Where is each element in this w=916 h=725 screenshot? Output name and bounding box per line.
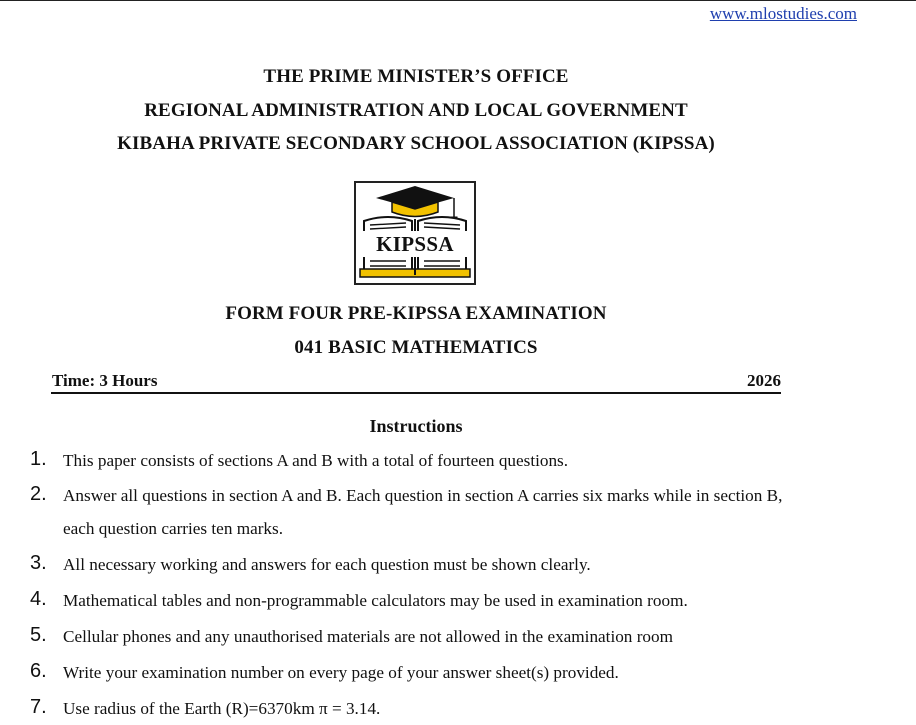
year-label: 2026 [747, 371, 781, 390]
exam-subject: 041 BASIC MATHEMATICS [294, 337, 538, 358]
time-row [51, 370, 781, 394]
instruction-number: 7. [30, 696, 47, 718]
header-association: KIBAHA PRIVATE SECONDARY SCHOOL ASSOCIATION (KIPSSA) [117, 133, 715, 154]
instruction-number: 4. [30, 588, 47, 610]
instruction-number: 5. [30, 624, 47, 646]
instruction-text: Mathematical tables and non-programmable calculators may be used in examination room. [63, 591, 688, 610]
exam-title: FORM FOUR PRE-KIPSSA EXAMINATION [225, 303, 607, 324]
instruction-text: Cellular phones and any unauthorised materials are not allowed in the examination room [63, 627, 673, 646]
instruction-number: 2. [30, 483, 47, 505]
top-rule [0, 0, 916, 1]
kipssa-logo [354, 181, 476, 285]
header-office: THE PRIME MINISTER’S OFFICE [263, 66, 569, 87]
instruction-number: 6. [30, 660, 47, 682]
instruction-text: Answer all questions in section A and B. Each question in section A carries six marks while in section B, each question carries ten marks. [63, 486, 783, 538]
instruction-text: Write your examination number on every page of your answer sheet(s) provided. [63, 663, 619, 682]
instruction-text: All necessary working and answers for each question must be shown clearly. [63, 555, 591, 574]
website-link[interactable]: www.mlostudies.com [709, 4, 857, 23]
header-regional-admin: REGIONAL ADMINISTRATION AND LOCAL GOVERNMENT [144, 100, 688, 121]
logo-text: KIPSSA [362, 231, 468, 257]
instruction-number: 1. [30, 448, 47, 470]
instruction-text: This paper consists of sections A and B with a total of fourteen questions. [63, 451, 569, 470]
instruction-text: Use radius of the Earth (R)=6370km π = 3.14. [63, 699, 381, 718]
time-label: Time: 3 Hours [52, 371, 158, 390]
instructions-title: Instructions [369, 416, 463, 436]
instruction-number: 3. [30, 552, 47, 574]
